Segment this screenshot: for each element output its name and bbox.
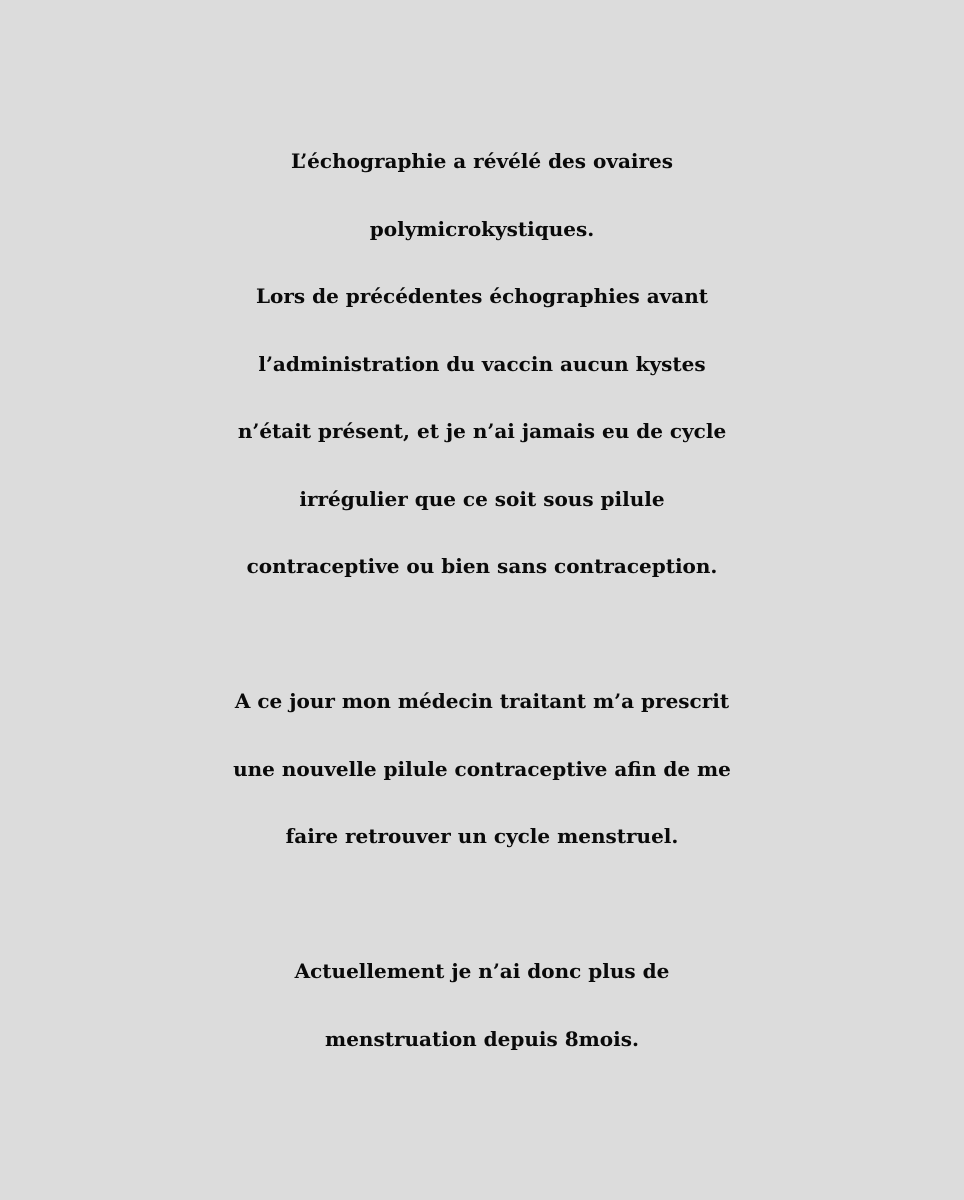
text-line: contraceptive ou bien sans contraception. bbox=[246, 554, 718, 578]
text-line: menstruation depuis 8mois. bbox=[325, 1026, 639, 1051]
text-line: A ce jour mon médecin traitant m’a prescrit bbox=[234, 689, 730, 713]
text-line: faire retrouver un cycle menstruel. bbox=[285, 824, 679, 848]
text-line: n’était présent, et je n’ai jamais eu de cycle bbox=[237, 419, 727, 443]
paragraph-current-status bbox=[0, 938, 964, 1073]
text-line: L’échographie a révélé des ovaires bbox=[290, 149, 674, 173]
text-line: Actuellement je n’ai donc plus de bbox=[294, 959, 670, 983]
paragraph-ultrasound-findings bbox=[0, 128, 964, 601]
text-line: polymicrokystiques. bbox=[369, 216, 595, 241]
text-line: une nouvelle pilule contraceptive afin de me bbox=[233, 756, 731, 781]
text-line: l’administration du vaccin aucun kystes bbox=[258, 351, 706, 376]
text-line: irrégulier que ce soit sous pilule bbox=[299, 486, 665, 511]
text-line: Lors de précédentes échographies avant bbox=[255, 284, 709, 308]
paragraph-prescription bbox=[0, 668, 964, 871]
